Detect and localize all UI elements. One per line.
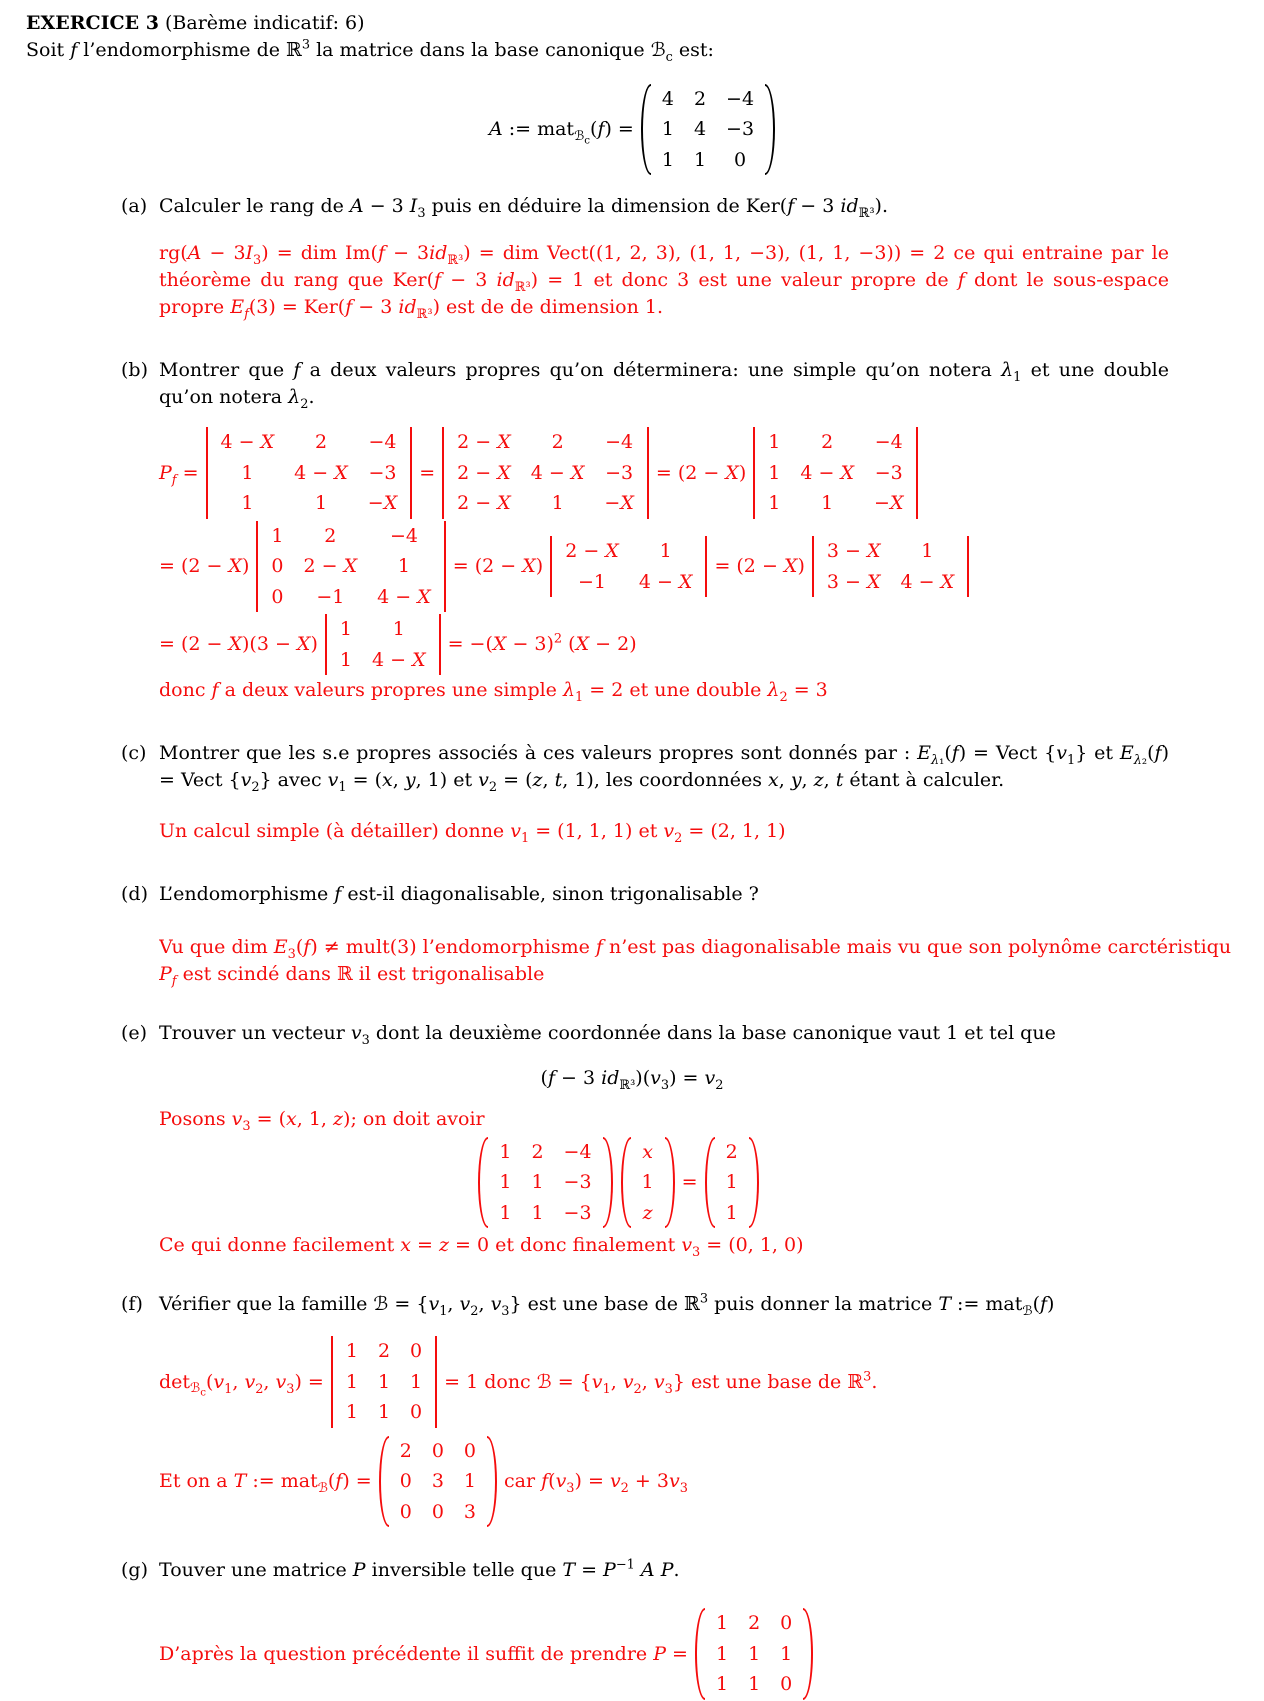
exercise-title-remark: (Barème indicatif: 6) — [158, 12, 365, 34]
matrix-cell: 1 — [921, 540, 934, 562]
determinant-4 — [256, 521, 445, 613]
matrix-cell: 0 — [431, 1500, 444, 1523]
matrix-cell: 3 − X — [826, 570, 881, 593]
item-e — [26, 1020, 1238, 1259]
right-paren — [803, 1608, 813, 1700]
matrix-cell: 1 — [725, 1201, 738, 1224]
exercise-title-bold: EXERCICE 3 — [26, 12, 159, 34]
right-paren — [487, 1436, 497, 1528]
char-polynomial-result: = $-(X - 3)^2$ (X − 2) — [447, 631, 637, 656]
matrix-cell: 1 — [715, 1673, 729, 1696]
item-g — [26, 1557, 1238, 1699]
item-label-e: (e) — [121, 1022, 148, 1045]
answer-d-line2: $P_f$ est scindé dans ℝ il est trigonalisable — [159, 963, 545, 989]
question-b: Montrer que f a deux valeurs propres qu’on déterminera: une simple qu’on notera $\lambda_1$ et une double qu’on notera $\lambda_2$. — [159, 359, 1169, 413]
answer-e-intro: Posons $v_3 = (x$, 1, z); on doit avoir — [159, 1107, 485, 1134]
left-paren — [705, 1137, 715, 1229]
matrix-cell: 1 — [725, 1171, 738, 1194]
matrix-grid — [817, 536, 964, 597]
matrix-cell: 1 — [345, 1370, 358, 1393]
matrix-cell: 0 — [399, 1500, 412, 1523]
matrix-cell: 0 — [399, 1470, 412, 1493]
matrix-cell: 2 — [399, 1439, 412, 1462]
matrix-cell: −3 — [874, 461, 903, 484]
determinant-3 — [753, 427, 918, 519]
matrix-grid — [447, 427, 644, 519]
matrix-grid — [555, 536, 702, 597]
matrix-cell: 2 − X — [457, 492, 511, 515]
matrix-cell: 1 — [410, 1370, 423, 1393]
matrix-cell: 2 − X — [565, 540, 619, 562]
matrix-cell: 1 — [531, 1171, 544, 1194]
matrix-grid — [716, 1137, 748, 1229]
matrix-cell: −X — [367, 492, 398, 515]
answer-a: $rg(A - 3I_3)$ = dim $Im(f - 3id_{ℝ^3})$ = dim Vect((1, 2, 3), (1, 1, −3), (1, 1, −3)) = 2 ce qui entraine par le théorème du rang que Ker(f − 3 $id_{ℝ^3}) = 1$ et donc 3 est une valeur propre de f dont le sous-espace propre $E_f(3) = Ker(f - 3$ $id_{ℝ^3}$) est de de dimension 1. — [159, 242, 1169, 323]
item-label-g: (g) — [121, 1559, 148, 1582]
matrix-cell: 1 — [499, 1140, 512, 1163]
matrix-cell: 1 — [641, 1171, 654, 1194]
right-paren — [765, 84, 775, 176]
matrix-cell: −1 — [316, 585, 345, 608]
matrix-cell: 0 — [780, 1673, 793, 1696]
det-lhs: $\det_{ℬ_c}(v_1$, $v_2$, $v_3$) = — [159, 1370, 324, 1400]
matrix-grid — [261, 521, 440, 613]
matrix-cell: −X — [604, 492, 634, 515]
matrix-cell: 1 — [271, 524, 284, 547]
determinant-7 — [325, 614, 441, 675]
matrix-cell: 4 — [693, 118, 707, 141]
right-paren — [665, 1137, 675, 1229]
item-b — [26, 357, 1238, 704]
matrix-cell: 1 — [499, 1201, 512, 1224]
matrix-cell: 1 — [345, 1340, 358, 1363]
matrix-cell: 4 − X — [800, 461, 855, 484]
matrix-cell: 1 — [463, 1470, 476, 1493]
matrix-cell: 0 — [463, 1439, 476, 1462]
right-paren — [603, 1137, 613, 1229]
matrix-cell: 2 − X — [457, 431, 511, 454]
factor-2-minus-X: = (2 − X) — [655, 461, 747, 484]
matrix-cell: x — [642, 1140, 653, 1163]
matrix-cell: 2 − X — [303, 555, 358, 578]
item-label-a: (a) — [121, 195, 148, 218]
vector-result — [705, 1137, 759, 1229]
item-label-c: (c) — [121, 742, 147, 765]
matrix-cell: 1 — [377, 1370, 391, 1393]
matrix-cell: 1 — [780, 1642, 793, 1665]
matrix-cell: −1 — [577, 570, 606, 593]
determinant-2 — [442, 427, 649, 519]
matrix-cell: 0 — [271, 555, 284, 578]
matrix-cell: 1 — [314, 492, 328, 515]
question-g: Touver une matrice P inversible telle que $T = P^{-1}$ A P. — [159, 1558, 680, 1582]
conclusion-b: donc f a deux valeurs propres une simple $\lambda_1 = 2$ et une double $\lambda_2 = 3$ — [159, 679, 828, 706]
answer-d-line1: Vu que dim $E_3(f)$ ≠ mult(3) l’endomorphisme f n’est pas diagonalisable mais vu que son polynôme carctéristiqu — [159, 936, 1232, 962]
item-a — [26, 193, 1238, 321]
matrix-cell: 4 − X — [638, 570, 693, 593]
left-paren — [621, 1137, 631, 1229]
determinant-base — [331, 1336, 437, 1428]
matrix-cell: 1 — [551, 492, 564, 515]
right-paren — [749, 1137, 759, 1229]
matrix-cell: 1 — [821, 492, 834, 515]
matrix-cell: −3 — [563, 1201, 592, 1224]
equals-sign: = — [419, 461, 436, 484]
matrix-cell: 4 − X — [294, 461, 348, 484]
matrix-cell: −4 — [605, 431, 634, 454]
matrix-cell: 2 — [324, 524, 337, 547]
matrix-cell: 4 − X — [530, 461, 585, 484]
vector-unknown — [621, 1137, 675, 1229]
matrix-cell: 3 — [463, 1500, 476, 1523]
matrix-cell: 3 − X — [826, 540, 881, 562]
matrix-cell: −4 — [563, 1140, 592, 1163]
matrix-grid — [652, 84, 764, 176]
T-equation-f — [159, 1436, 1238, 1528]
answer-d — [159, 934, 1238, 988]
matrix-cell: 1 — [693, 148, 707, 171]
matrix-grid — [758, 427, 913, 519]
matrix-cell: −3 — [563, 1171, 592, 1194]
item-label-b: (b) — [121, 359, 148, 382]
det-rhs: = 1 donc ℬ = {$v_1$, $v_2$, $v_3$} est une base de ℝ$^3$. — [444, 1369, 878, 1397]
matrix-cell: 2 — [377, 1340, 391, 1363]
matrix-cell: 1 — [339, 648, 352, 671]
matrix-grid — [706, 1608, 802, 1700]
exercise-title — [26, 10, 1238, 37]
matrix-grid — [330, 614, 436, 675]
matrix-grid — [489, 1137, 601, 1229]
matrix-cell: 2 — [551, 431, 564, 454]
matrix-P — [695, 1608, 813, 1700]
matrix-T — [379, 1436, 497, 1528]
item-label-d: (d) — [121, 883, 148, 906]
matrix-cell: 1 — [241, 461, 254, 484]
matrix-equation-e — [159, 1137, 1078, 1229]
question-c: Montrer que les s.e propres associés à ces valeurs propres sont donnés par : $E_{\lambda_1}(f)$ = Vect $\{v_1\}$ et $E_{\lambda_2}(f)$ = Vect $\{v_2\}$ avec $v_1 = (x$, y, 1) et $v_2 = (z$, t, 1), les coordonnées x, y, z, t étant à calculer. — [159, 742, 1169, 795]
matrix-grid — [336, 1336, 432, 1428]
question-a: Calculer le rang de A − 3 $I_3$ puis en déduire la dimension de Ker(f − 3 $id_{ℝ^3}$). — [159, 195, 888, 222]
item-f — [26, 1291, 1238, 1527]
matrix-grid — [390, 1436, 486, 1528]
matrix-cell: 1 — [499, 1171, 512, 1194]
matrix-cell: 2 — [725, 1140, 738, 1163]
factor-2-minus-X: = (2 − X) — [452, 555, 544, 578]
matrix-cell: −3 — [726, 118, 755, 141]
matrix-cell: 0 — [271, 585, 284, 608]
question-f: Vérifier que la famille ℬ = {$v_1$, $v_2$, $v_3$} est une base de ℝ$^3$ puis donner la matrice T := mat$_ℬ$(f) — [159, 1292, 1055, 1320]
determinant-1 — [206, 427, 413, 519]
matrix-grid — [211, 427, 408, 519]
equation-e-text: (f − 3 $id_{ℝ^3})(v_3) = v_2$ — [540, 1067, 724, 1093]
P-lhs: D’après la question précédente il suffit de prendre P = — [159, 1642, 688, 1665]
matrix-cell: 1 — [659, 540, 672, 562]
display-equation-e — [159, 1065, 1105, 1092]
matrix-cell: 0 — [780, 1612, 793, 1635]
det-equation-f — [159, 1336, 1238, 1428]
calc-line-1 — [159, 427, 1238, 519]
pf-calculation — [159, 427, 1238, 704]
item-c — [26, 740, 1238, 845]
matrix-cell: −4 — [726, 87, 755, 110]
equals-sign: = — [681, 1171, 698, 1194]
matrix-cell: 4 − X — [377, 585, 431, 608]
intro-text: Soit f l’endomorphisme de ℝ$^3$ la matrice dans la base canonique ℬ$_c$ est: — [26, 37, 714, 65]
T-lhs: Et on a T := mat$_ℬ$(f) = — [159, 1470, 372, 1496]
left-paren — [478, 1137, 488, 1229]
factor-product: = (2 − X)(3 − X) — [159, 633, 318, 656]
left-paren — [641, 84, 651, 176]
calc-line-3 — [159, 614, 1238, 675]
matrix-cell: 4 − X — [900, 570, 955, 593]
matrix-cell: 0 — [410, 1401, 423, 1424]
matrix-cell: 4 — [661, 87, 674, 110]
matrix-cell: 1 — [768, 492, 781, 515]
matrix-cell: 1 — [345, 1401, 358, 1424]
matrix-cell: 2 — [314, 431, 328, 454]
matrix-cell: 1 — [715, 1642, 729, 1665]
matrix-A — [641, 84, 775, 176]
matrix-cell: 2 — [821, 431, 834, 454]
left-paren — [379, 1436, 389, 1528]
matrix-cell: 1 — [392, 618, 405, 641]
matrix-grid — [632, 1137, 664, 1229]
matrix-cell: −4 — [874, 431, 903, 454]
matrix-cell: −4 — [368, 431, 397, 454]
item-d — [26, 881, 1238, 988]
matrix-cell: 2 — [693, 87, 707, 110]
matrix-cell: 1 — [531, 1201, 544, 1224]
matrix-cell: 2 — [531, 1140, 544, 1163]
matrix-cell: z — [642, 1201, 653, 1224]
matrix-cell: 2 − X — [457, 461, 511, 484]
equation-matrix-A — [26, 84, 1238, 176]
question-d: L’endomorphisme f est-il diagonalisable, sinon trigonalisable ? — [159, 883, 759, 906]
matrix-cell: 1 — [768, 461, 781, 484]
calc-line-2 — [159, 521, 1238, 613]
matrix-cell: 1 — [748, 1642, 761, 1665]
matrix-cell: 4 − X — [371, 648, 426, 671]
factor-2-minus-X: = (2 − X) — [159, 555, 250, 578]
matrix-cell: 0 — [431, 1439, 444, 1462]
answer-c: Un calcul simple (à détailler) donne $v_1 = (1$, 1, 1) et $v_2 = (2$, 1, 1) — [159, 820, 786, 846]
answer-e-conclusion: Ce qui donne facilement x = z = 0 et donc finalement $v_3 = (0$, 1, 0) — [159, 1234, 804, 1261]
matrix-cell: −3 — [605, 461, 634, 484]
matrix-cell: −X — [874, 492, 904, 515]
matrix-cell: 0 — [734, 148, 747, 171]
factor-2-minus-X: = (2 − X) — [714, 555, 805, 578]
matrix-cell: −3 — [368, 461, 397, 484]
matrix-cell: 1 — [241, 492, 254, 515]
question-e: Trouver un vecteur $v_3$ dont la deuxième coordonnée dans la base canonique vaut 1 et tel que — [159, 1022, 1056, 1048]
determinant-6 — [812, 536, 969, 597]
left-paren — [695, 1608, 705, 1700]
matrix-cell: 0 — [410, 1340, 423, 1363]
matrix-cell: −4 — [389, 524, 418, 547]
matrix-cell: 3 — [431, 1470, 444, 1493]
matrix-cell: 1 — [768, 431, 781, 454]
matrix-system — [478, 1137, 612, 1229]
matrix-cell: 1 — [397, 555, 410, 578]
item-label-f: (f) — [121, 1293, 143, 1316]
equation-A-lhs: A := mat$_{ℬ_c}$(f) = — [488, 118, 634, 147]
matrix-cell: 1 — [377, 1401, 391, 1424]
pf-lhs: $P_f$ = — [159, 461, 199, 488]
matrix-cell: 4 − X — [220, 431, 275, 454]
matrix-cell: 1 — [748, 1673, 761, 1696]
P-equation-g — [159, 1608, 1238, 1700]
matrix-cell: 1 — [661, 118, 674, 141]
matrix-cell: 1 — [339, 618, 352, 641]
determinant-5 — [550, 536, 707, 597]
T-rhs: car $f(v_3) = v_2 + 3v_3$ — [504, 1470, 688, 1496]
matrix-cell: 2 — [748, 1612, 761, 1635]
matrix-cell: 1 — [715, 1612, 729, 1635]
matrix-cell: 1 — [661, 148, 674, 171]
